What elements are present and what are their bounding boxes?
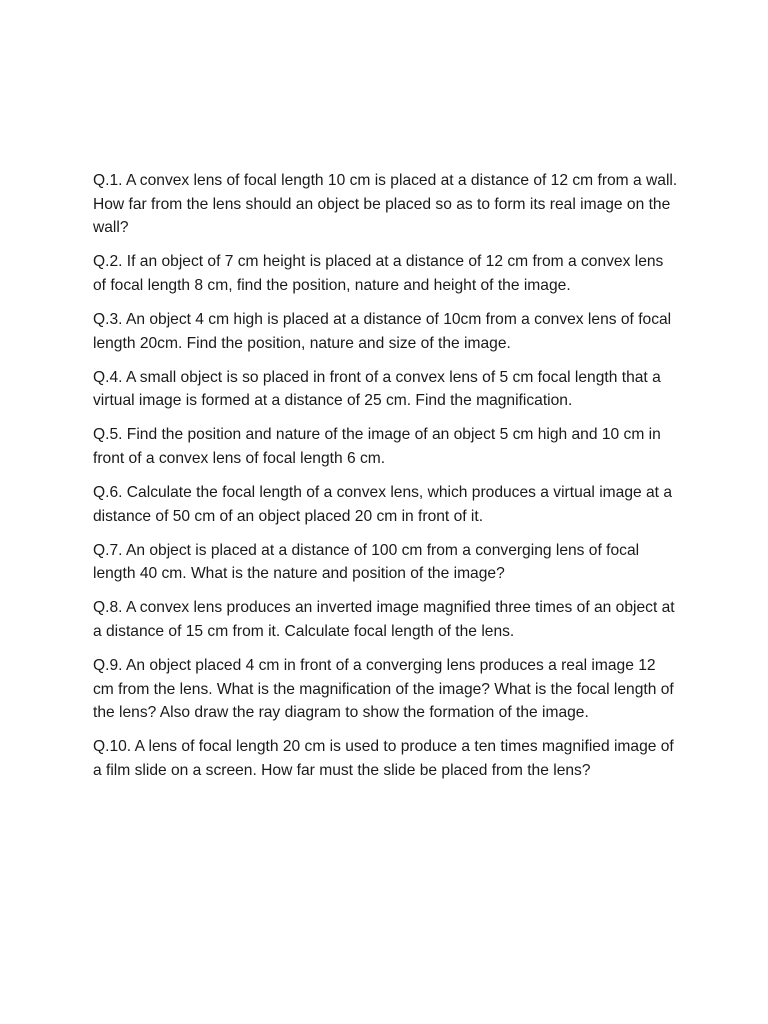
question-7: Q.7. An object is placed at a distance of 100 cm from a converging lens of focal length 40 cm. What is the nature and position of the image? (93, 541, 640, 583)
question-2: Q.2. If an object of 7 cm height is placed at a distance of 12 cm from a convex lens of focal length 8 cm, find the position, nature and height of the image. (93, 253, 664, 294)
question-5: Q.5. Find the position and nature of the image of an object 5 cm high and 10 cm in front of a convex lens of focal length 6 cm. (93, 426, 661, 467)
question-6: Q.6. Calculate the focal length of a convex lens, which produces a virtual image at a distance of 50 cm of an object placed 20 cm in front of it. (93, 484, 673, 525)
question-8: Q.8. A convex lens produces an inverted image magnified three times of an object at a distance of 15 cm from it. Calculate focal length of the lens. (93, 599, 675, 640)
question-4: Q.4. A small object is so placed in front of a convex lens of 5 cm focal length that a virtual image is formed at a distance of 25 cm. Find the magnification. (93, 368, 661, 410)
question-list (93, 169, 678, 793)
question-10: Q.10. A lens of focal length 20 cm is used to produce a ten times magnified image of a film slide on a screen. How far must the slide be placed from the lens? (93, 738, 674, 779)
question-9: Q.9. An object placed 4 cm in front of a converging lens produces a real image 12 cm from the lens. What is the magnification of the image? What is the focal length of the lens? Also draw the ray diagram to show the formation of the image. (93, 657, 674, 722)
question-3: Q.3. An object 4 cm high is placed at a distance of 10cm from a convex lens of focal length 20cm. Find the position, nature and size of the image. (93, 310, 672, 352)
question-1: Q.1. A convex lens of focal length 10 cm is placed at a distance of 12 cm from a wall. How far from the lens should an object be placed so as to form its real image on the wall? (93, 172, 678, 237)
